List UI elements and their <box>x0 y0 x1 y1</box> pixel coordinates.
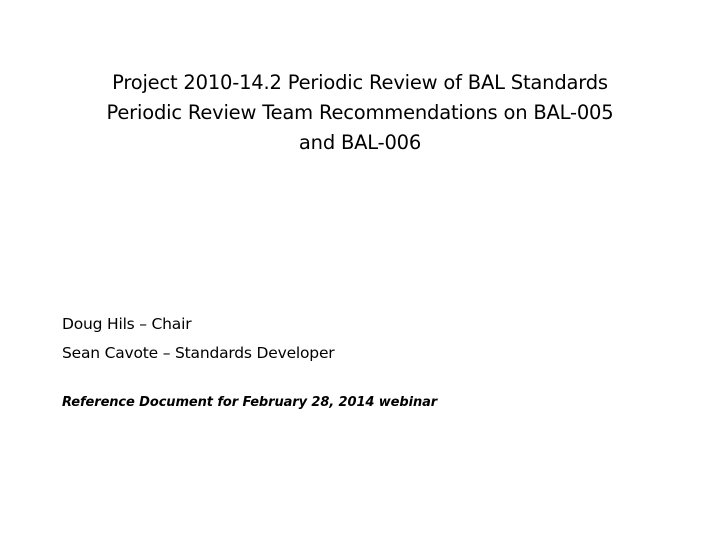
presenter-developer: Sean Cavote – Standards Developer <box>62 344 335 362</box>
title-line-1: Project 2010-14.2 Periodic Review of BAL Standards <box>112 71 608 94</box>
presenter-chair: Doug Hils – Chair <box>62 315 192 333</box>
title-line-2: Periodic Review Team Recommendations on BAL-005 <box>106 101 614 124</box>
presenter-list <box>62 310 334 368</box>
slide-title <box>40 68 680 158</box>
title-line-3: and BAL-006 <box>298 131 422 154</box>
reference-note: Reference Document for February 28, 2014 webinar <box>62 395 438 410</box>
